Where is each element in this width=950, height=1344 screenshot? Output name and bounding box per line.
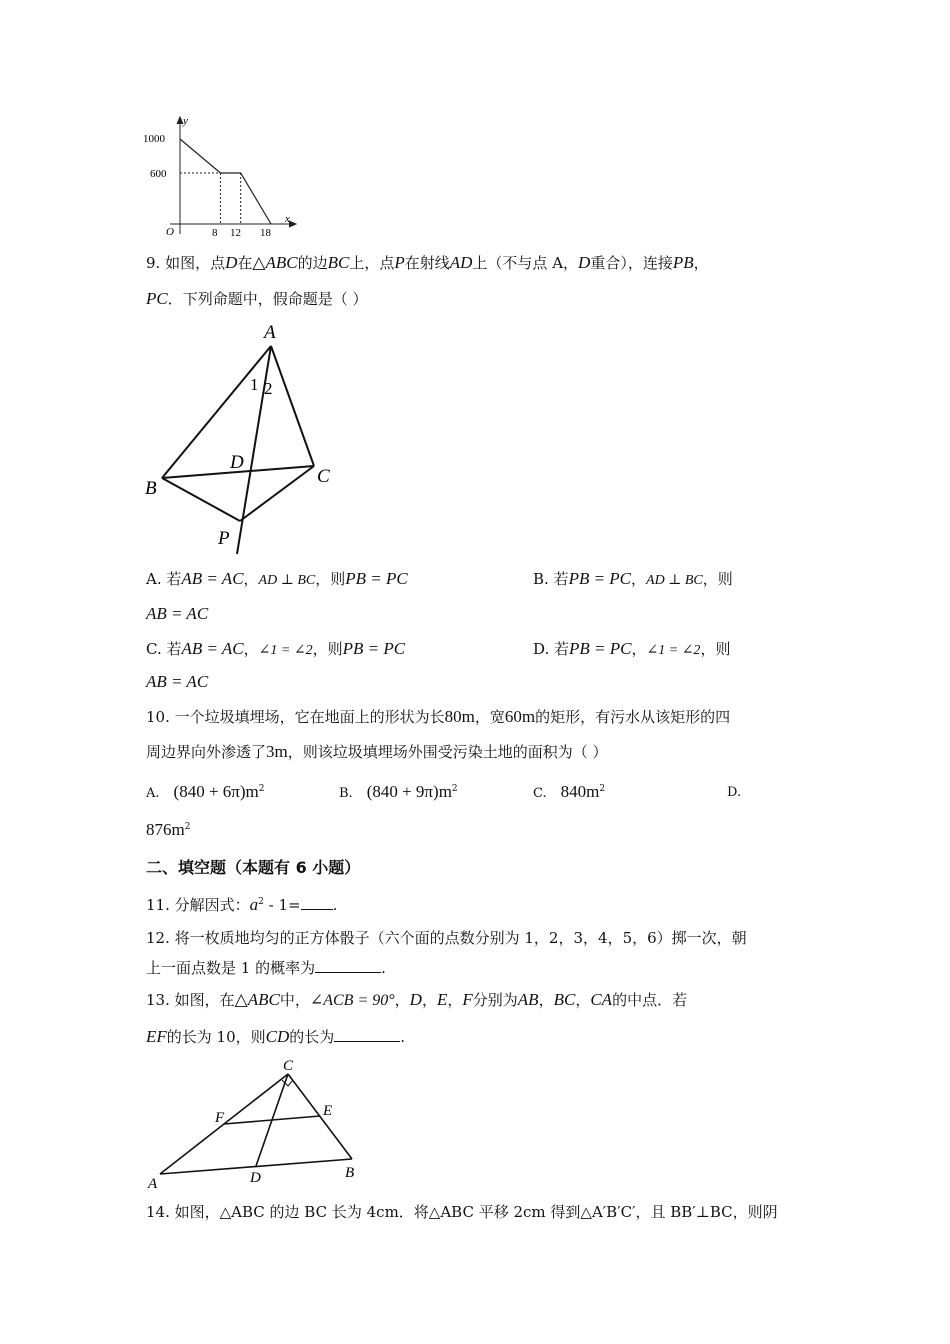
q13-answer-blank[interactable] [334, 1027, 400, 1042]
q9-option-d-cont [146, 672, 208, 692]
option-unit: m [438, 782, 452, 801]
q11-variable: a [249, 895, 259, 914]
option-expr: (840 + 9π) [366, 782, 439, 801]
q10-option-d[interactable] [727, 782, 741, 800]
q9-text: 上（不与点 A， [472, 254, 579, 272]
q9-text: 在射线 [404, 254, 450, 272]
q11-text: - 1= [263, 896, 301, 914]
q9-figure [140, 318, 350, 558]
q9-edge-bp [162, 478, 240, 521]
graph-y-tick-1000: 1000 [143, 133, 165, 145]
option-sep: ，则 [702, 570, 733, 588]
q9-text: 重合），连接 [590, 254, 673, 272]
q13-side-bc: BC [553, 990, 576, 1009]
option-expr: (840 + 6π) [173, 782, 246, 801]
q12-answer-blank[interactable] [315, 958, 381, 973]
q13-angle: ∠ACB = 90° [309, 992, 395, 1009]
q11-answer-blank[interactable] [301, 895, 333, 910]
q9-text: ．下列命题中，假命题是（ ） [167, 290, 368, 308]
q14-line1: 14. 如图，△ABC 的边 BC 长为 4cm．将△ABC 平移 2cm 得到△A′B′C′，且 BB′⊥BC，则阴 [146, 1203, 778, 1221]
option-sep: ， [243, 570, 259, 588]
q11-text: 11. 分解因式： [146, 896, 250, 914]
q13-label-b: B [345, 1165, 355, 1181]
q13-triangle: △ABC [234, 990, 280, 1009]
option-conclusion: PB = PC [345, 569, 408, 588]
q9-segment-pb: PB [672, 253, 694, 272]
option-exponent: 2 [184, 822, 191, 832]
graph-x-label: x [285, 213, 290, 225]
option-conclusion: AB = AC [146, 604, 209, 623]
q9-segment-pc: PC [146, 289, 168, 308]
q9-option-b[interactable] [533, 568, 733, 589]
q9-label-p: P [218, 528, 230, 549]
q11-exponent: 2 [258, 897, 264, 907]
q9-label-d: D [230, 452, 244, 473]
option-sep: ，则 [700, 640, 731, 658]
q13-label-d: D [250, 1170, 261, 1186]
q12-line1: 12. 将一枚质地均匀的正方体骰子（六个面的点数分别为 1，2，3，4，5，6）掷一次，朝 [146, 929, 747, 947]
q13-text: 13. 如图，在 [146, 991, 235, 1009]
option-cond1: AB = AC [181, 639, 244, 658]
q12-line2 [146, 958, 386, 978]
q13-label-a: A [148, 1176, 158, 1192]
q13-label-c: C [283, 1058, 294, 1074]
q10-option-a[interactable] [146, 782, 265, 802]
q13-point-f: F [462, 990, 473, 1009]
option-conclusion: PB = PC [342, 639, 406, 658]
q13-text: ， [447, 991, 463, 1009]
q11-text: . [332, 896, 338, 914]
q13-text: 分别为 [472, 991, 518, 1009]
q9-text: ， [693, 254, 709, 272]
option-cond2: AD ⊥ BC [646, 573, 703, 588]
option-conclusion: AB = AC [146, 672, 209, 691]
q13-side-ca: CA [590, 990, 613, 1009]
q13-segment-cd-line [256, 1074, 288, 1166]
q9-point-p: P [394, 253, 405, 272]
option-cond1: PB = PC [569, 639, 632, 658]
q13-side-ab: AB [517, 990, 539, 1009]
q9-stem-line2 [146, 289, 368, 309]
q10-stem-line1 [146, 707, 730, 727]
q13-segment-ef: EF [146, 1027, 167, 1046]
option-sep: ，则 [315, 570, 346, 588]
q13-line1 [146, 990, 687, 1011]
graph-x-tick-12: 12 [230, 227, 241, 239]
q9-edge-ac [271, 346, 314, 466]
q9-point-d: D [225, 253, 238, 272]
section-heading: 二、填空题（本题有 6 小题） [146, 858, 361, 877]
q10-length: 80 [444, 707, 462, 726]
graph-x-arrow [289, 221, 296, 227]
q10-option-c[interactable] [533, 782, 605, 802]
q9-text: 的边 [297, 254, 328, 272]
option-expr: 840 [560, 782, 587, 801]
option-cond1: PB = PC [568, 569, 632, 588]
q10-text: ，宽 [474, 708, 505, 726]
distance-time-graph [140, 112, 310, 240]
option-sep: ，则 [312, 640, 343, 658]
q13-label-e: E [323, 1103, 333, 1119]
q10-width: 60 [504, 707, 522, 726]
q9-stem-line1 [146, 253, 709, 273]
q9-label-c: C [317, 466, 330, 487]
q9-side-bc: BC [327, 253, 350, 272]
option-exponent: 2 [451, 784, 458, 794]
q13-point-e: E [436, 990, 448, 1009]
q9-label-b: B [145, 478, 157, 499]
option-sep: ， [631, 570, 647, 588]
option-cond1: AB = AC [181, 569, 244, 588]
q9-option-a[interactable] [146, 568, 408, 589]
q13-text: ， [538, 991, 554, 1009]
graph-data-line [180, 139, 271, 224]
option-lead: D. 若 [533, 640, 570, 658]
option-exponent: 2 [258, 784, 265, 794]
option-sep: ， [243, 640, 259, 658]
q11 [146, 892, 337, 915]
q10-unit: m [521, 707, 536, 726]
q13-text: 的中点．若 [612, 991, 688, 1009]
option-exponent: 2 [599, 784, 606, 794]
option-lead: A. 若 [146, 570, 182, 588]
q10-option-d-cont [146, 820, 190, 840]
q13-label-f: F [215, 1110, 225, 1126]
option-unit: m [245, 782, 259, 801]
option-lead: B. [339, 786, 353, 801]
graph-y-tick-600: 600 [150, 168, 167, 180]
q9-label-a: A [264, 322, 276, 343]
option-cond2: AD ⊥ BC [258, 573, 316, 588]
q13-text: ， [575, 991, 591, 1009]
q9-label-angle1: 1 [250, 375, 259, 394]
q13-text: ， [421, 991, 437, 1009]
q9-text: 9. 如图，点 [146, 254, 226, 272]
q13-line2 [146, 1027, 405, 1047]
q10-text: 周边界向外渗透了 [146, 743, 267, 761]
q13-text: . [400, 1028, 406, 1046]
q13-point-d: D [409, 990, 422, 1009]
option-lead: D. [727, 785, 742, 800]
q13-figure [140, 1056, 380, 1196]
graph-x-tick-8: 8 [212, 227, 218, 239]
q10-text: 的矩形，有污水从该矩形的四 [535, 708, 731, 726]
q9-option-b-cont [146, 604, 208, 624]
q10-stem-line2 [146, 742, 608, 762]
q13-text: ， [394, 991, 410, 1009]
q10-text: 10. 一个垃圾填埋场，它在地面上的形状为长 [146, 708, 445, 726]
option-lead: C. 若 [146, 640, 182, 658]
q13-text: 的长为 10，则 [166, 1028, 266, 1046]
option-unit: m [171, 820, 185, 839]
q13-text: 中， [279, 991, 310, 1009]
option-expr: 876 [146, 820, 172, 839]
option-lead: A. [146, 786, 160, 801]
option-sep: ， [631, 640, 647, 658]
q12-text: . [381, 959, 386, 977]
q9-edge-ab [162, 346, 271, 478]
q13-text: 的长为 [289, 1028, 335, 1046]
option-lead: C. [533, 786, 547, 801]
graph-x-tick-18: 18 [260, 227, 271, 239]
q9-point-d2: D [578, 253, 591, 272]
q10-unit: m [274, 742, 288, 761]
q10-unit: m [461, 707, 475, 726]
q9-text: 在 [237, 254, 253, 272]
q9-triangle-abc: △ABC [252, 253, 298, 272]
q9-label-angle2: 2 [264, 379, 273, 398]
q9-edge-cp [240, 466, 314, 521]
q9-text: 上，点 [349, 254, 395, 272]
option-unit: m [586, 782, 600, 801]
q10-text: ，则该垃圾填埋场外围受污染土地的面积为（ ） [287, 743, 608, 761]
q13-segment-cd: CD [265, 1027, 290, 1046]
q12-text: 上一面点数是 1 的概率为 [146, 959, 316, 977]
q9-option-d[interactable] [533, 638, 730, 659]
option-cond2: ∠1 = ∠2 [646, 643, 701, 658]
q9-option-c[interactable] [146, 638, 405, 659]
q10-distance: 3 [266, 742, 275, 761]
option-lead: B. 若 [533, 570, 569, 588]
graph-y-label: y [183, 115, 188, 127]
q10-option-b[interactable] [339, 782, 458, 802]
q9-ray-ad: AD [449, 253, 473, 272]
option-cond2: ∠1 = ∠2 [258, 643, 313, 658]
graph-origin-label: O [166, 226, 174, 238]
